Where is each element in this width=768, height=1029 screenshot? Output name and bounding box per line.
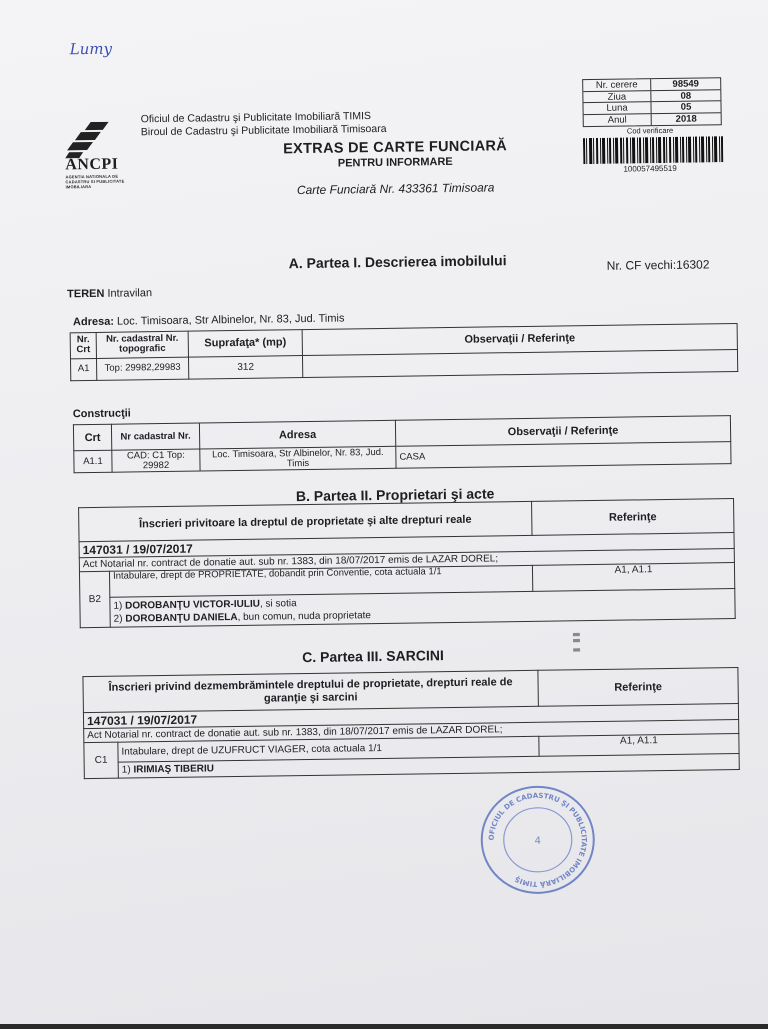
col-observatii: Observaţii / Referinţe — [302, 323, 737, 355]
office-line-1: Oficiul de Cadastru şi Publicitate Imobiliară TIMIS — [140, 110, 372, 126]
request-value: 98549 — [672, 78, 700, 90]
stamp-number: 4 — [534, 835, 542, 847]
col-observatii: Observaţii / Referinţe — [395, 416, 730, 447]
col-referinte: Referinţe — [532, 499, 734, 536]
request-value: 08 — [680, 90, 692, 102]
entry-text: Intabulare, drept de UZUFRUCT VIAGER, cota actuala 1/1 — [118, 736, 539, 762]
part-b-title: B. Partea II. Proprietari şi acte — [295, 485, 495, 505]
act-notarial: Act Notarial nr. contract de donatie aut. sub nr. 1383, din 18/07/2017 emis de LAZAR DOREL; — [79, 549, 734, 572]
part-c-title: C. Partea III. SARCINI — [302, 647, 444, 666]
owners-table — [78, 498, 736, 628]
owner-name: DOROBANŢU DANIELA — [125, 611, 238, 625]
cell-crt: A1.1 — [74, 450, 112, 473]
entry-number: 147031 / 19/07/2017 — [83, 704, 738, 729]
owner-rest: , si sotia — [259, 597, 297, 610]
col-nr-cadastral: Nr. cadastral Nr. topografic — [96, 331, 188, 358]
office-line-2: Biroul de Cadastru şi Publicitate Imobiliară Timisoara — [140, 122, 387, 138]
cell-cad: CAD: C1 Top: 29982 — [112, 449, 200, 472]
cell-observatii — [302, 349, 737, 377]
part-a-title: A. Partea I. Descrierea imobilului — [288, 252, 507, 272]
cell-topo: Top: 29982,29983 — [96, 357, 188, 380]
entry-number: 147031 / 19/07/2017 — [79, 533, 734, 558]
owner-name: DOROBANŢU VICTOR-IULIU — [125, 598, 261, 612]
document-subtitle: PENTRU INFORMARE — [337, 155, 453, 170]
col-crt: Crt — [73, 424, 111, 451]
ancpi-emblem-icon — [65, 122, 111, 159]
request-label: Luna — [583, 102, 651, 113]
cell-observatii: CASA — [396, 442, 731, 469]
request-row — [584, 113, 721, 126]
col-inscrieri: Înscrieri privind dezmembrămintele dreptului de proprietate, drepturi reale de garanţie şi sarcini — [83, 670, 538, 712]
col-suprafata: Suprafaţa* (mp) — [188, 329, 302, 357]
ancpi-logo — [65, 121, 146, 189]
owner-name: IRIMIAŞ TIBERIU — [133, 763, 215, 776]
request-value: 05 — [680, 101, 692, 113]
request-label: Ziua — [583, 91, 651, 102]
cod-verificare-label: Cod verificare — [626, 125, 674, 136]
owner-rest: , bun comun, nuda proprietate — [237, 609, 372, 623]
cf-number: Carte Funciară Nr. 433361 Timisoara — [296, 180, 495, 198]
barcode-icon — [583, 136, 723, 164]
teren-label: TEREN — [67, 287, 105, 301]
request-label: Anul — [584, 114, 652, 126]
official-stamp-icon — [478, 783, 598, 897]
col-referinte: Referinţe — [538, 668, 738, 707]
owner-num: 2) — [113, 613, 123, 625]
document-title: EXTRAS DE CARTE FUNCIARĂ — [283, 138, 508, 158]
entry-text: Intabulare, drept de PROPRIETATE, dobandit prin Conventie, cota actuala 1/1 — [109, 565, 532, 597]
act-notarial: Act Notarial nr. contract de donatie aut. sub nr. 1383, din 18/07/2017 emis de LAZAR DOREL; — [84, 720, 739, 743]
charges-table — [82, 667, 739, 779]
address-label: Adresa: — [72, 315, 115, 329]
entry-refs: A1, A1.1 — [539, 734, 739, 757]
col-nr-cadastral: Nr cadastral Nr. — [111, 423, 199, 450]
barcode-number: 100057495519 — [623, 163, 677, 174]
logo-subtitle: AGENTIA NATIONALA DE CADASTRU SI PUBLICITATE IMOBILIARA — [65, 173, 125, 190]
col-inscrieri: Înscrieri privitoare la dreptul de proprietate şi alte drepturi reale — [79, 501, 532, 541]
handwritten-note: Lumy — [69, 39, 113, 59]
cell-crt: A1 — [70, 358, 96, 380]
office-block — [141, 110, 387, 138]
address-value: Loc. Timisoara, Str Albinelor, Nr. 83, Jud. Timis — [116, 312, 345, 328]
entry-code: C1 — [84, 742, 118, 778]
entry-refs: A1, A1.1 — [532, 563, 734, 592]
teren-line — [67, 287, 152, 300]
request-value: 2018 — [675, 113, 697, 125]
owner-num: 1) — [121, 764, 131, 776]
entry-code: B2 — [79, 571, 110, 627]
constructions-label: Construcţii — [72, 407, 131, 421]
col-adresa: Adresa — [199, 420, 395, 449]
logo-text: ANCPI — [65, 155, 119, 174]
request-box — [582, 77, 722, 127]
owner-num: 1) — [113, 600, 123, 612]
teren-type: Intravilan — [107, 287, 153, 300]
cell-adresa: Loc. Timisoara, Str Albinelor, Nr. 83, Jud. Timis — [200, 446, 396, 471]
col-nr-crt: Nr. Crt — [70, 332, 96, 358]
faded-side-stamp: ▮▮ ▮ — [572, 632, 583, 654]
cf-vechi: Nr. CF vechi:16302 — [606, 257, 710, 273]
title-block — [265, 138, 526, 198]
cell-suprafata: 312 — [188, 355, 302, 379]
land-table — [69, 303, 738, 381]
request-label: Nr. cerere — [583, 79, 651, 90]
constructions-table — [73, 415, 732, 473]
stamp-text: OFICIUL DE CADASTRU ŞI PUBLICITATE IMOBILIARĂ TIMIŞ — [487, 791, 588, 888]
